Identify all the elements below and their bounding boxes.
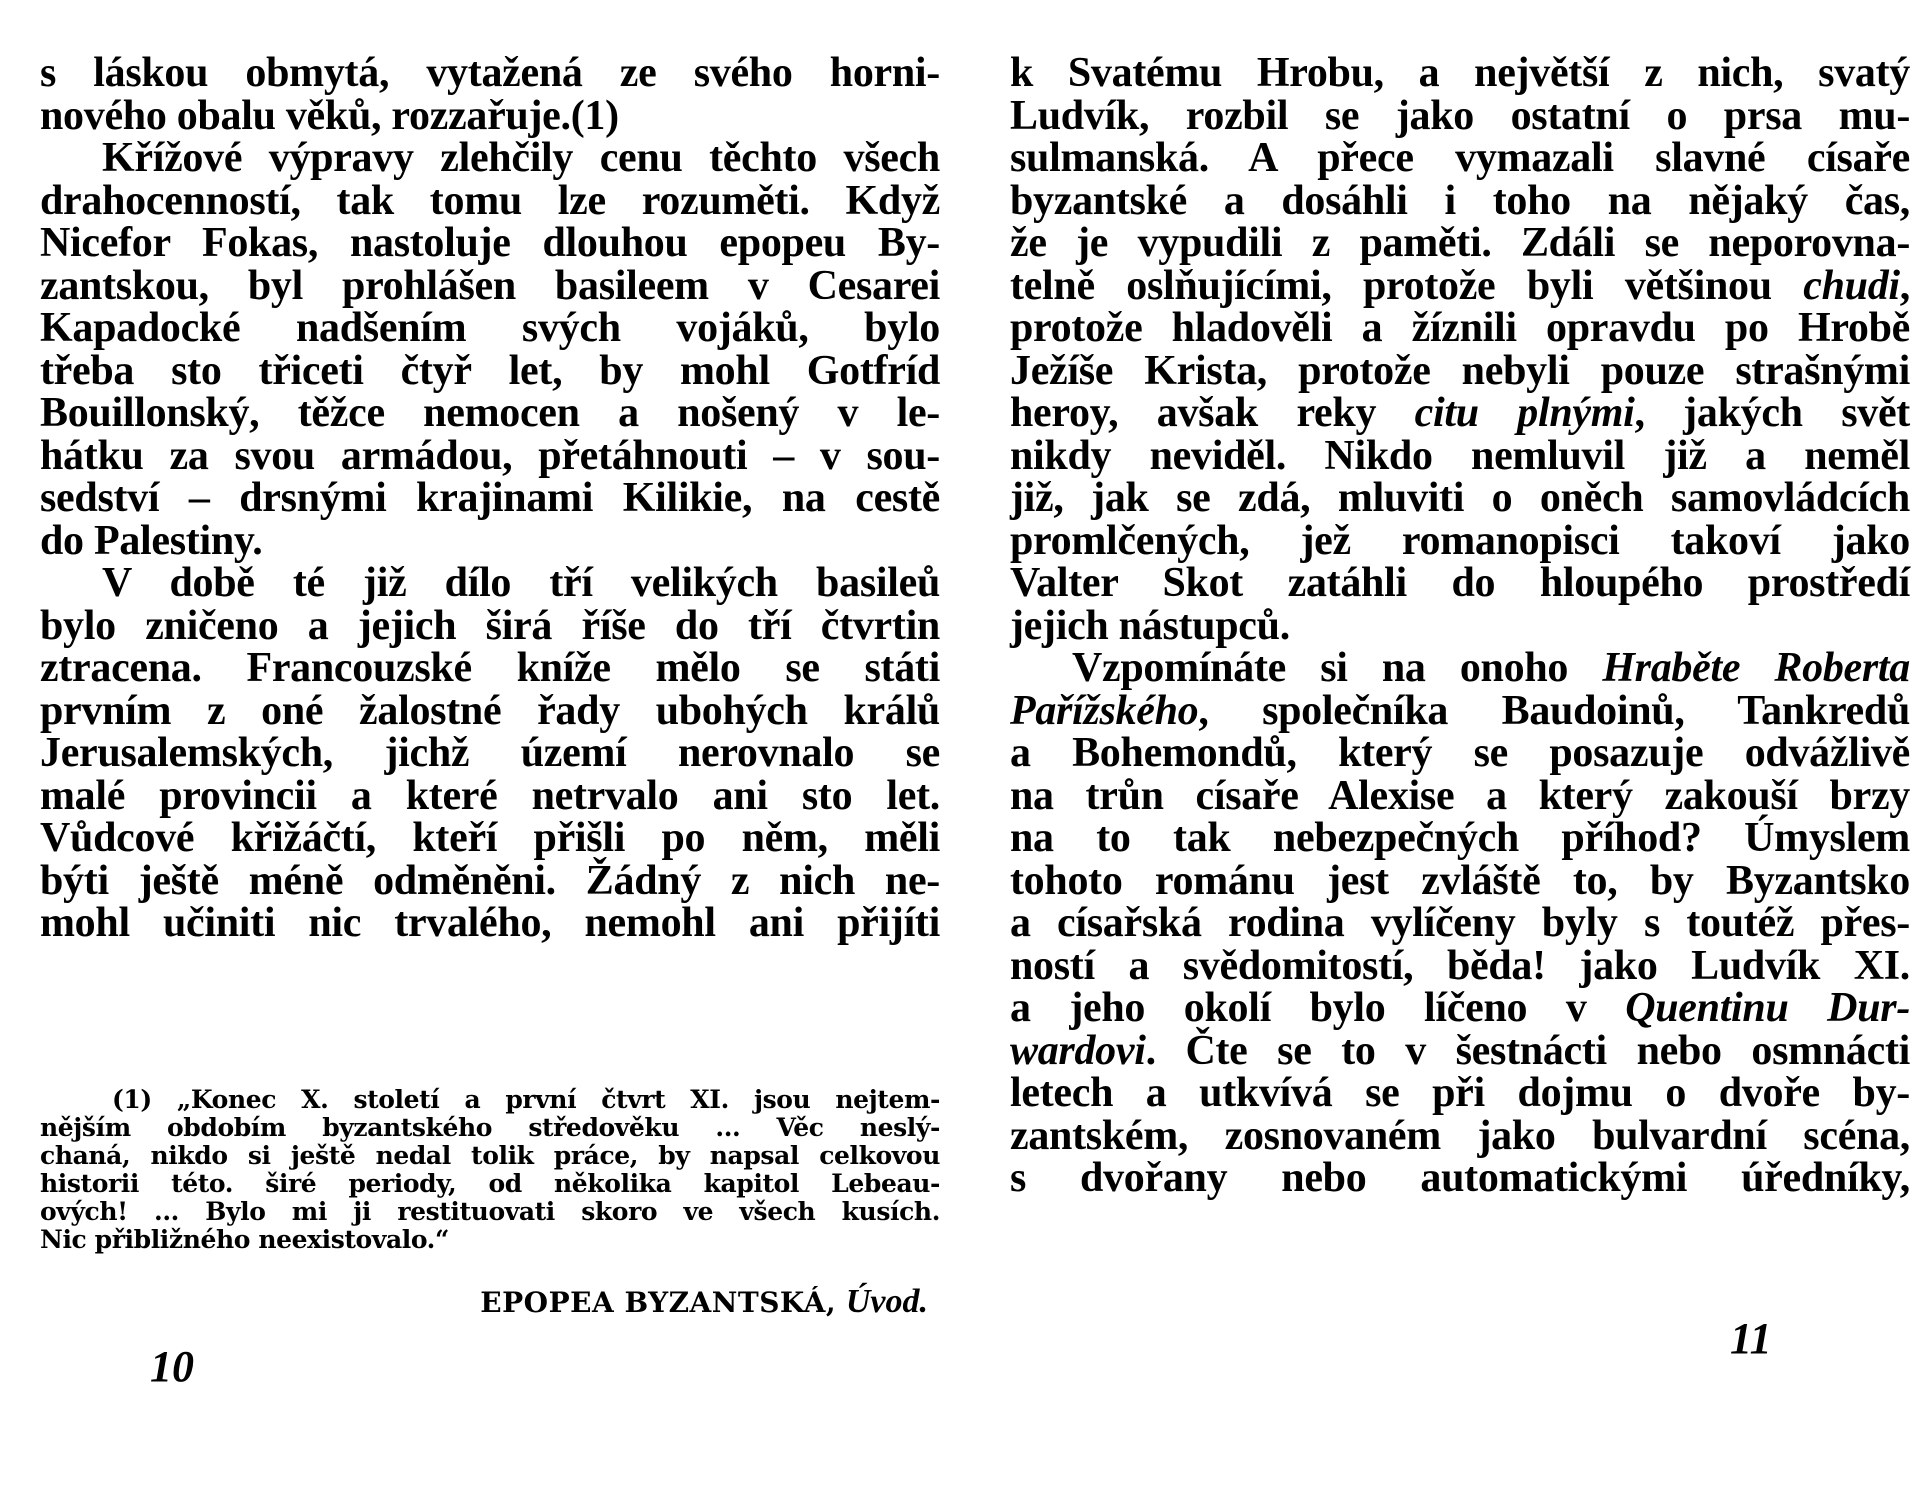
- text-line: býti ještě méně odměněni. Žádný z nich ne-: [40, 857, 940, 904]
- right-page: [1010, 52, 1910, 1200]
- text-line: a Bohemondů, který se posazuje odvážlivě: [1010, 730, 1910, 776]
- text-line: třeba sto třiceti čtyř let, by mohl Gotfríd: [40, 347, 940, 394]
- text-span: heroy, avšak reky: [1010, 390, 1415, 436]
- text-span: , společníka Baudoinů, Tankredů: [1198, 687, 1910, 734]
- text-line: [40, 92, 940, 139]
- text-line: do Palestiny.: [40, 517, 263, 564]
- footnote-line: (1) „Konec X. století a první čtvrt XI. jsou nejtem-: [112, 1085, 940, 1114]
- footnote-line: chaná, nikdo si ještě nedal tolik práce, by napsal celkovou: [40, 1141, 940, 1170]
- book-title: Pařížského: [1010, 687, 1199, 734]
- text-line: malé provincii a které netrvalo ani sto let.: [40, 772, 940, 819]
- text-span: telně oslňujícími, protože byli většinou: [1010, 262, 1804, 309]
- text-line: [1010, 987, 1910, 1030]
- text-line: [1010, 392, 1910, 435]
- text-line: jejich nástupců.: [1010, 602, 1290, 649]
- footnote-line: nějším obdobím byzantského středověku ... Věc neslý-: [40, 1113, 940, 1142]
- footnote-line: historii této. širé periody, od několika kapitol Lebeau-: [40, 1169, 940, 1198]
- text-line: zantskou, byl prohlášen basileem v Cesarei: [40, 262, 940, 309]
- footnote-line: Nic přibližného neexistovalo.“: [40, 1225, 449, 1254]
- text-line: letech a utkvívá se při dojmu o dvoře by-: [1010, 1070, 1910, 1116]
- text-line: s dvořany nebo automatickými úředníky,: [1010, 1155, 1910, 1201]
- text-line: Vůdcové křižáčtí, kteří přišli po něm, měli: [40, 815, 940, 861]
- footnote-source: [40, 1285, 928, 1320]
- text-line: Bouillonský, těžce nemocen a nošený v le-: [40, 390, 940, 436]
- book-title: Hraběte Roberta: [1602, 645, 1910, 691]
- text-line: ností a svědomitostí, běda! jako Ludvík XI.: [1010, 942, 1910, 989]
- text-line: [1010, 687, 1910, 734]
- emphasis-text: citu plnými: [1414, 390, 1635, 436]
- text-line: sulmanská. A přece vymazali slavné císaře: [1010, 135, 1910, 181]
- text-line: Ježíše Krista, protože nebyli pouze strašnými: [1010, 347, 1910, 394]
- text-line: [1010, 262, 1910, 309]
- text-line: protože hladověli a žíznili opravdu po Hrobě: [1010, 305, 1910, 351]
- text-line: Nicefor Fokas, nastoluje dlouhou epopeu By-: [40, 220, 940, 266]
- text-line: k Svatému Hrobu, a největší z nich, svatý: [1010, 50, 1910, 96]
- text-line: [1010, 647, 1910, 690]
- text-line: prvním z oné žalostné řady ubohých králů: [40, 687, 940, 734]
- text-span: ,: [1899, 262, 1910, 309]
- text-line: zantském, zosnovaném jako bulvardní scéna,: [1010, 1112, 1910, 1159]
- text-line: že je vypudili z paměti. Zdáli se neporovna-: [1010, 220, 1910, 266]
- text-line: tohoto románu jest zvláště to, by Byzantsko: [1010, 857, 1910, 904]
- left-page: [40, 52, 940, 945]
- source-part: Úvod.: [845, 1283, 928, 1320]
- footnote: [40, 1086, 940, 1254]
- footnote-marker[interactable]: (1): [570, 92, 619, 139]
- text-line: Jerusalemských, jichž území nerovnalo se: [40, 730, 940, 776]
- text-line: bylo zničeno a jejich širá říše do tří čtvrtin: [40, 602, 940, 649]
- text-line: V době té již dílo tří velikých basileů: [102, 560, 940, 606]
- footnote-line: ových! ... Bylo mi ji restituovati skoro ve všech kusích.: [40, 1197, 940, 1226]
- text-line: [1010, 1027, 1910, 1074]
- text-span: Vzpomínáte si na onoho: [1072, 645, 1603, 691]
- text-line: s láskou obmytá, vytažená ze svého horni-: [40, 50, 940, 96]
- page-number-left: 10: [150, 1342, 194, 1391]
- text-span: , jakých svět: [1634, 390, 1910, 436]
- text-line: mohl učiniti nic trvalého, nemohl ani přijíti: [40, 900, 940, 946]
- text-span: . Čte se to v šestnácti nebo osmnácti: [1145, 1027, 1910, 1074]
- text-span: nového obalu věků, rozzařuje.: [40, 92, 571, 139]
- text-line: Ludvík, rozbil se jako ostatní o prsa mu-: [1010, 92, 1910, 139]
- text-line: na to tak nebezpečných příhod? Úmyslem: [1010, 815, 1910, 861]
- text-line: hátku za svou armádou, přetáhnouti – v sou-: [40, 432, 940, 479]
- text-span: a jeho okolí bylo líčeno v: [1010, 985, 1626, 1031]
- source-work: EPOPEA BYZANTSKÁ,: [480, 1286, 837, 1319]
- text-line: a císařská rodina vylíčeny byly s toutéž přes-: [1010, 900, 1910, 946]
- page-number-right: 11: [1730, 1314, 1772, 1363]
- text-line: promlčených, jež romanopisci takoví jako: [1010, 517, 1910, 564]
- text-line: byzantské a dosáhli i toho na nějaký čas,: [1010, 177, 1910, 224]
- emphasis-text: chudi: [1803, 262, 1900, 309]
- text-line: již, jak se zdá, mluviti o oněch samovládcích: [1010, 475, 1910, 521]
- text-line: ztracena. Francouzské kníže mělo se státi: [40, 645, 940, 691]
- text-line: Křížové výpravy zlehčily cenu těchto všech: [102, 135, 940, 181]
- text-line: na trůn císaře Alexise a který zakouší brzy: [1010, 772, 1910, 819]
- text-line: sedství – drsnými krajinami Kilikie, na cestě: [40, 475, 940, 521]
- text-line: nikdy neviděl. Nikdo nemluvil již a neměl: [1010, 432, 1910, 479]
- text-line: Kapadocké nadšením svých vojáků, bylo: [40, 305, 940, 351]
- text-line: Valter Skot zatáhli do hloupého prostředí: [1010, 560, 1910, 606]
- text-line: drahocenností, tak tomu lze rozuměti. Když: [40, 177, 940, 224]
- book-title: Quentinu Dur-: [1625, 985, 1911, 1031]
- book-title: wardovi: [1010, 1027, 1146, 1074]
